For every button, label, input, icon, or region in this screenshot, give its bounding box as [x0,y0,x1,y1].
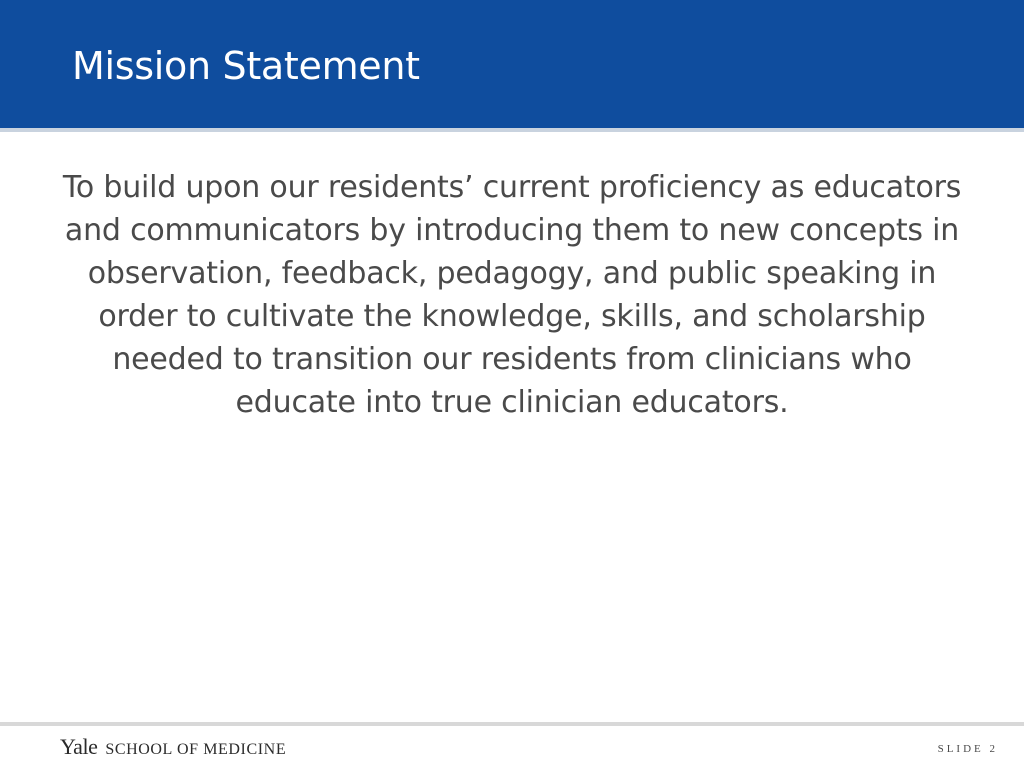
logo-yale-wordmark: Yale [60,734,98,759]
slide-number: SLIDE 2 [937,743,998,755]
logo-school-name: SCHOOL OF MEDICINE [105,741,287,758]
header-divider [0,128,1024,132]
yale-school-of-medicine-logo [60,736,286,758]
footer-divider [0,722,1024,726]
mission-statement-text: To build upon our residents’ current proficiency as educators and communicators by introducing them to new concepts in observation, feedback, pedagogy, and public speaking in order to cultivate the knowledge, skills, and scholarship needed to transition our residents from clinicians who educate into true clinician educators. [62,170,962,420]
slide-title: Mission Statement [72,44,420,88]
